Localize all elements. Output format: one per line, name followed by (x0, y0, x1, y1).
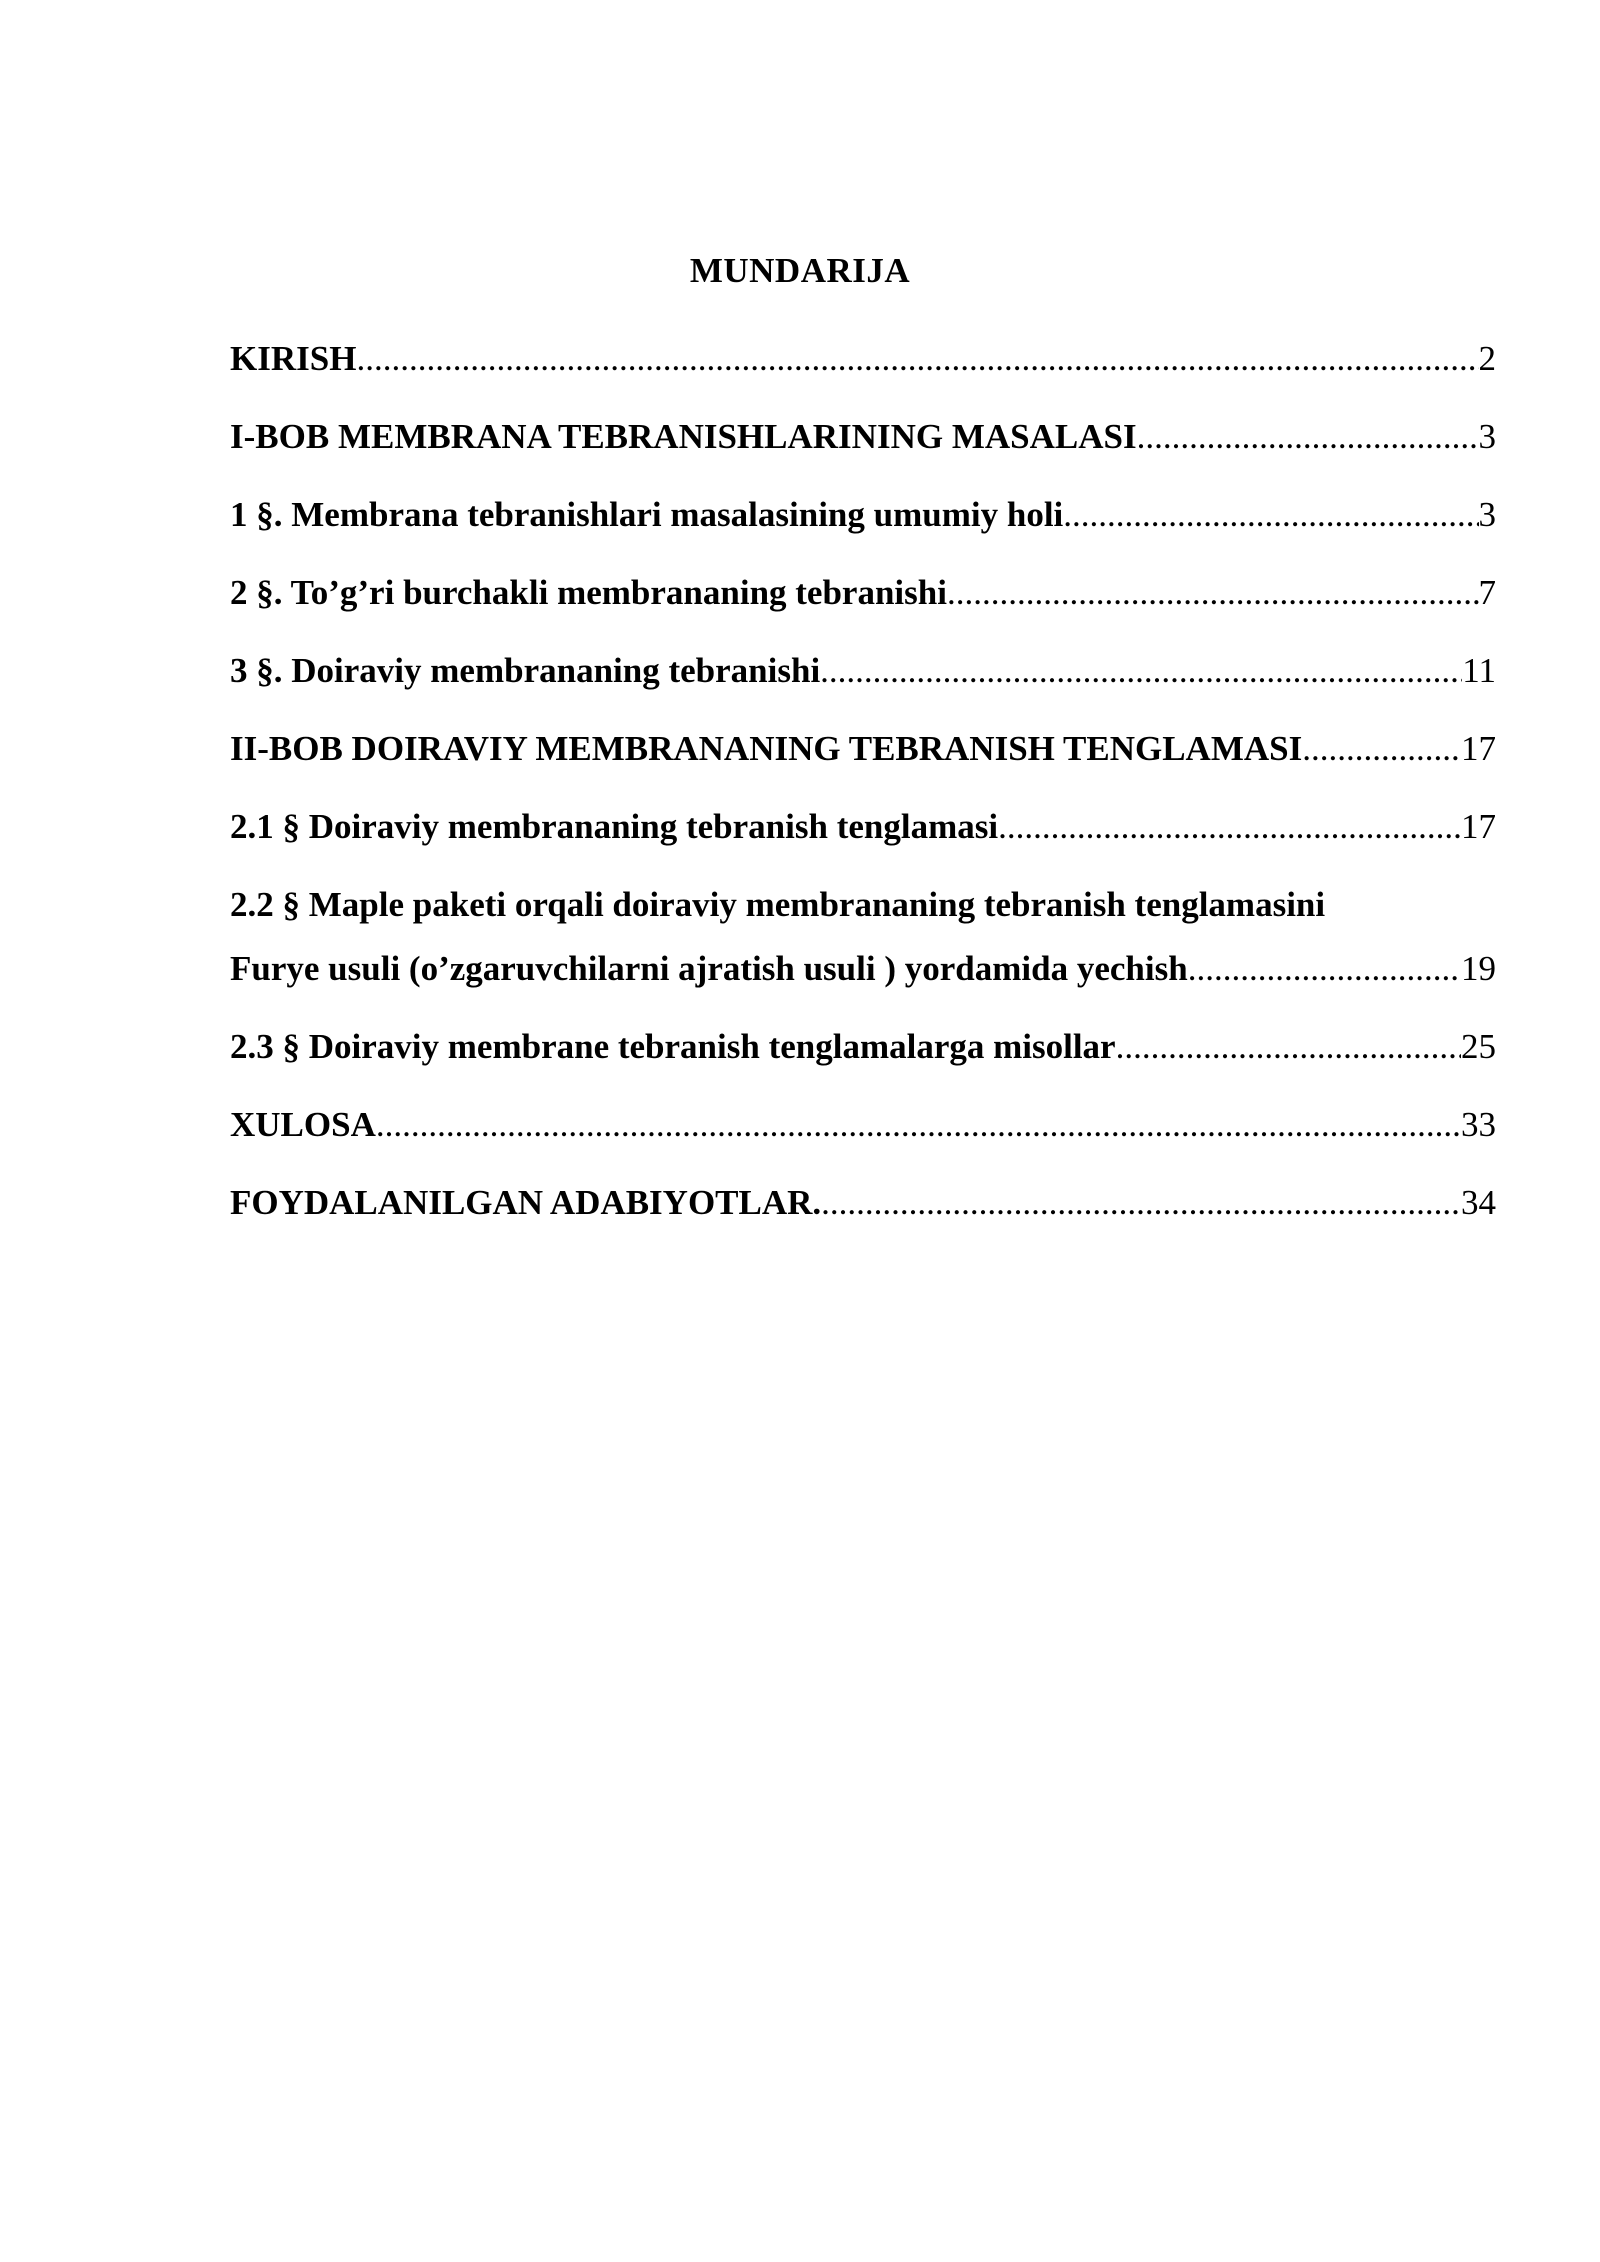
toc-page-number: 17 (1461, 729, 1496, 768)
toc-page-number: 2 (1478, 339, 1496, 378)
toc-entry-text: 3 §. Doiraviy membrananing tebranishi (230, 651, 821, 690)
dot-leader (820, 648, 1462, 694)
dot-leader (1137, 414, 1479, 460)
dot-leader (947, 570, 1479, 616)
toc-page-number: 3 (1478, 495, 1496, 534)
toc-page-number: 33 (1461, 1105, 1496, 1144)
toc-page-number: 7 (1478, 573, 1496, 612)
dot-leader (998, 804, 1461, 850)
toc-page-number: 19 (1461, 949, 1496, 988)
dot-leader (1063, 492, 1478, 538)
toc-entry-section-2-2[interactable] (230, 882, 1496, 992)
toc-entry-text: FOYDALANILGAN ADABIYOTLAR. (230, 1183, 822, 1222)
toc-entry-chapter-2[interactable] (230, 726, 1496, 772)
toc-entry-text: 2.1 § Doiraviy membrananing tebranish tenglamasi (230, 807, 999, 846)
toc-entry-section-2[interactable] (230, 570, 1496, 616)
dot-leader (376, 1102, 1461, 1148)
toc-entry-text: I-BOB MEMBRANA TEBRANISHLARINING MASALASI (230, 417, 1137, 456)
toc-entry-text: Furye usuli (o’zgaruvchilarni ajratish usuli ) yordamida yechish (230, 949, 1188, 988)
toc-entry-text: 1 §. Membrana tebranishlari masalasining umumiy holi (230, 495, 1064, 534)
toc-entry-text: XULOSA (230, 1105, 376, 1144)
dot-leader (821, 1180, 1461, 1226)
toc-entry-chapter-1[interactable] (230, 414, 1496, 460)
dot-leader (1188, 946, 1461, 992)
toc-entry-section-1[interactable] (230, 492, 1496, 538)
toc-entry-section-2-3[interactable] (230, 1024, 1496, 1070)
toc-entry-text: KIRISH (230, 339, 357, 378)
toc-entry-text: 2.3 § Doiraviy membrane tebranish tenglamalarga misollar (230, 1027, 1116, 1066)
toc-entry-references[interactable] (230, 1180, 1496, 1226)
toc-entry-text: II-BOB DOIRAVIY MEMBRANANING TEBRANISH TENGLAMASI (230, 729, 1303, 768)
page-title: MUNDARIJA (689, 251, 911, 290)
dot-leader (1302, 726, 1461, 772)
toc-entry-text: 2 §. To’g’ri burchakli membrananing tebranishi (230, 573, 947, 612)
toc-page-number: 25 (1461, 1027, 1496, 1066)
dot-leader (356, 336, 1478, 382)
dot-leader (1116, 1024, 1461, 1070)
toc-entry-xulosa[interactable] (230, 1102, 1496, 1148)
toc-entry-section-3[interactable] (230, 648, 1496, 694)
toc-entry-section-2-1[interactable] (230, 804, 1496, 850)
toc-entry-text-line1: 2.2 § Maple paketi orqali doiraviy membrananing tebranish tenglamasini (230, 885, 1326, 924)
toc-page-number: 11 (1462, 651, 1496, 690)
toc-page-number: 17 (1461, 807, 1496, 846)
toc-page-number: 34 (1461, 1183, 1496, 1222)
toc-page-number: 3 (1478, 417, 1496, 456)
toc-entry-kirish[interactable] (230, 336, 1496, 382)
